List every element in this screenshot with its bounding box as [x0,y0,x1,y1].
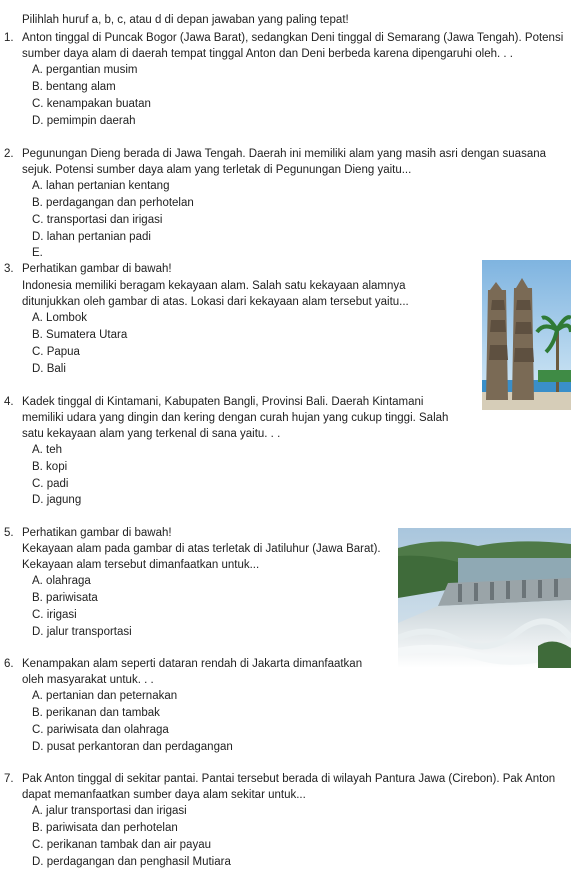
question-7-option-d[interactable]: D. perdagangan dan penghasil Mutiara [32,856,231,868]
question-6-option-a[interactable]: A. pertanian dan peternakan [32,690,178,702]
question-5-option-b[interactable]: B. pariwisata [32,592,98,604]
question-3-option-c[interactable]: C. Papua [32,346,80,358]
question-2-option-e[interactable]: E. [32,247,43,259]
question-2-option-b[interactable]: B. perdagangan dan perhotelan [32,197,194,209]
question-7-option-b[interactable]: B. pariwisata dan perhotelan [32,822,178,834]
question-6-number: 6. [4,658,14,670]
question-1-option-a[interactable]: A. pergantian musim [32,64,138,76]
question-4-line-2: memiliki udara yang dingin dan kering dengan curah hujan yang cukup tinggi. Salah [22,412,449,424]
question-2-option-d[interactable]: D. lahan pertanian padi [32,231,151,243]
question-1-option-b[interactable]: B. bentang alam [32,81,116,93]
question-5-line-2: Kekayaan alam pada gambar di atas terletak di Jatiluhur (Jawa Barat). [22,543,381,555]
question-4-option-b[interactable]: B. kopi [32,461,68,473]
question-4-number: 4. [4,396,14,408]
question-3-option-b[interactable]: B. Sumatera Utara [32,329,128,341]
instruction-text: Pilihlah huruf a, b, c, atau d di depan jawaban yang paling tepat! [22,14,349,26]
question-3-line-1: Perhatikan gambar di bawah! [22,263,172,275]
question-2-line-2: sejuk. Potensi sumber daya alam yang terletak di Pegunungan Dieng yaitu... [22,164,412,176]
question-2-number: 2. [4,148,14,160]
question-5-line-1: Perhatikan gambar di bawah! [22,527,172,539]
question-3-line-2: Indonesia memiliki beragam kekayaan alam. Salah satu kekayaan alamnya [22,280,406,292]
question-1-option-c[interactable]: C. kenampakan buatan [32,98,151,110]
question-7-option-a[interactable]: A. jalur transportasi dan irigasi [32,805,187,817]
question-5-line-3: Kekayaan alam tersebut dimanfaatkan untuk... [22,559,260,571]
question-5-option-d[interactable]: D. jalur transportasi [32,626,132,638]
question-6-option-c[interactable]: C. pariwisata dan olahraga [32,724,169,736]
question-6-line-1: Kenampakan alam seperti dataran rendah di Jakarta dimanfaatkan [22,658,363,670]
question-3-option-a[interactable]: A. Lombok [32,312,87,324]
question-4-option-a[interactable]: A. teh [32,444,63,456]
question-2-line-1: Pegunungan Dieng berada di Jawa Tengah. Daerah ini memiliki alam yang masih asri dengan suasana [22,148,547,160]
bali-temple-gate-photo [482,260,571,410]
question-1-line-1: Anton tinggal di Puncak Bogor (Jawa Barat), sedangkan Deni tinggal di Semarang (Jawa Tengah). Potensi [22,32,564,44]
question-7-line-2: dapat memanfaatkan sumber daya alam sekitar untuk... [22,789,306,801]
question-1-option-d[interactable]: D. pemimpin daerah [32,115,136,127]
question-7-number: 7. [4,773,14,785]
question-4-line-3: satu kekayaan alam yang terkenal di sana yaitu. . . [22,428,281,440]
question-4-line-1: Kadek tinggal di Kintamani, Kabupaten Bangli, Provinsi Bali. Daerah Kintamani [22,396,424,408]
question-1-number: 1. [4,32,14,44]
question-5-option-a[interactable]: A. olahraga [32,575,91,587]
question-2-option-a[interactable]: A. lahan pertanian kentang [32,180,170,192]
question-4-option-c[interactable]: C. padi [32,478,69,490]
question-3-number: 3. [4,263,14,275]
question-1-line-2: sumber daya alam di daerah tempat tinggal Anton dan Deni berbeda karena dipengaruhi oleh. . . [22,48,513,60]
question-3-option-d[interactable]: D. Bali [32,363,66,375]
question-7-line-1: Pak Anton tinggal di sekitar pantai. Pantai tersebut berada di wilayah Pantura Jawa (Cirebon). Pak Anton [22,773,556,785]
question-6-option-b[interactable]: B. perikanan dan tambak [32,707,160,719]
question-5-number: 5. [4,527,14,539]
question-5-option-c[interactable]: C. irigasi [32,609,77,621]
question-3-line-3: ditunjukkan oleh gambar di atas. Lokasi dari kekayaan alam tersebut yaitu... [22,296,409,308]
jatiluhur-dam-photo [398,528,571,668]
question-2-option-c[interactable]: C. transportasi dan irigasi [32,214,163,226]
question-6-line-2: oleh masyarakat untuk. . . [22,674,154,686]
question-4-option-d[interactable]: D. jagung [32,494,82,506]
question-7-option-c[interactable]: C. perikanan tambak dan air payau [32,839,211,851]
question-6-option-d[interactable]: D. pusat perkantoran dan perdagangan [32,741,233,753]
